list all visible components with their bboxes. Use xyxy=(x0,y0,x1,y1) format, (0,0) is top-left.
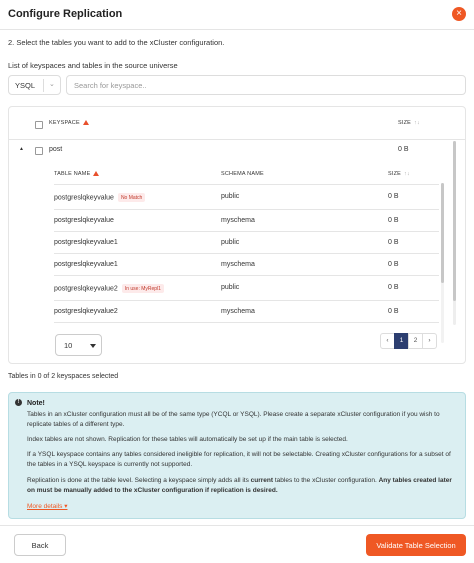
table-row xyxy=(54,210,439,232)
sort-icon: ↑↓ xyxy=(404,171,410,177)
table-name-cell xyxy=(54,284,164,293)
size-column-header[interactable] xyxy=(398,120,420,126)
sort-ascending-icon xyxy=(93,171,99,176)
inner-scrollbar[interactable] xyxy=(441,183,444,343)
table-row xyxy=(54,301,439,323)
inner-table xyxy=(54,163,439,347)
table-type-select[interactable] xyxy=(8,75,61,95)
collapse-icon[interactable]: ▲ xyxy=(19,146,24,152)
table-name-column-header[interactable] xyxy=(54,171,99,177)
table-name-cell xyxy=(54,193,145,202)
keyspace-list-label: List of keyspaces and tables in the source universe xyxy=(8,61,178,70)
size-cell: 0 B xyxy=(388,284,399,291)
note-text: tables to the xCluster configuration. xyxy=(273,477,379,484)
schema-name-cell: public xyxy=(221,284,240,291)
caret-down-icon xyxy=(90,344,96,348)
selection-status: Tables in 0 of 2 keyspaces selected xyxy=(8,373,119,380)
note-box xyxy=(8,392,466,519)
table-row xyxy=(54,276,439,301)
keyspace-column-label: KEYSPACE xyxy=(49,120,80,126)
size-cell: 0 B xyxy=(388,217,399,224)
page-1-button[interactable]: 1 xyxy=(394,333,409,349)
keyspace-checkbox[interactable] xyxy=(35,147,43,155)
note-paragraph-3: If a YSQL keyspace contains any tables considered ineligible for replication, it will not be selectable. Creating xCluster configurations for a subset of the tables in a YSQL keyspace is currently not supported. xyxy=(27,451,451,468)
outer-scrollbar-thumb[interactable] xyxy=(453,141,456,301)
status-badge: No Match xyxy=(118,193,145,202)
info-icon: ! xyxy=(15,399,22,406)
keyspace-size: 0 B xyxy=(398,146,409,153)
inner-scrollbar-thumb[interactable] xyxy=(441,183,444,283)
table-name-cell: postgreslqkeyvalue2 xyxy=(54,308,118,315)
previous-page-button[interactable]: ‹ xyxy=(380,333,395,349)
modal-title: Configure Replication xyxy=(8,8,123,20)
table-name-cell: postgreslqkeyvalue xyxy=(54,217,114,224)
table-name-column-label: TABLE NAME xyxy=(54,171,91,177)
size-column-label: SIZE xyxy=(398,120,412,126)
note-paragraph-2: Index tables are not shown. Replication for these tables will automatically be set up if the main table is selected. xyxy=(27,436,348,443)
step-instruction: 2. Select the tables you want to add to the xCluster configuration. xyxy=(8,38,225,47)
schema-name-cell: myschema xyxy=(221,261,255,268)
schema-name-cell: myschema xyxy=(221,308,255,315)
select-all-checkbox[interactable] xyxy=(35,121,43,129)
note-paragraph-4 xyxy=(27,476,459,496)
inner-size-column-label: SIZE xyxy=(388,171,402,177)
table-row xyxy=(54,185,439,210)
inner-table-header xyxy=(54,163,439,185)
note-title: Note! xyxy=(27,400,45,407)
table-type-value: YSQL xyxy=(15,81,36,90)
size-cell: 0 B xyxy=(388,239,399,246)
keyspace-search-input[interactable] xyxy=(66,75,466,95)
table-row xyxy=(54,232,439,254)
modal-footer xyxy=(0,525,474,563)
keyspace-table-header xyxy=(9,107,465,140)
pagination xyxy=(381,333,437,351)
note-text: Replication is done at the table level. Selecting a keyspace simply adds all its xyxy=(27,477,251,484)
table-name-cell: postgreslqkeyvalue1 xyxy=(54,261,118,268)
next-page-button[interactable]: › xyxy=(422,333,437,349)
size-cell: 0 B xyxy=(388,193,399,200)
outer-scrollbar[interactable] xyxy=(453,141,456,325)
sort-icon: ↑↓ xyxy=(414,120,420,126)
page-2-button[interactable]: 2 xyxy=(408,333,423,349)
keyspace-column-header[interactable] xyxy=(49,120,89,126)
schema-name-cell: public xyxy=(221,239,240,246)
status-badge: In use: MyRepl1 xyxy=(122,284,164,293)
tables-panel xyxy=(8,106,466,364)
select-separator xyxy=(43,79,44,92)
table-name: postgreslqkeyvalue xyxy=(54,194,114,202)
schema-name-cell: myschema xyxy=(221,217,255,224)
schema-name-column-header: SCHEMA NAME xyxy=(221,171,264,177)
table-name-cell: postgreslqkeyvalue1 xyxy=(54,239,118,246)
sort-ascending-icon xyxy=(83,120,89,125)
inner-size-column-header[interactable] xyxy=(388,171,410,177)
size-cell: 0 B xyxy=(388,261,399,268)
keyspace-row xyxy=(9,140,465,162)
keyspace-name: post xyxy=(49,146,63,153)
table-row xyxy=(54,254,439,276)
close-icon[interactable]: × xyxy=(452,7,466,21)
back-button[interactable]: Back xyxy=(14,534,66,556)
table-name: postgreslqkeyvalue2 xyxy=(54,285,118,293)
note-emphasis: Any tables created later on must be manually added to the xCluster configuration if replication is desired. xyxy=(27,477,452,494)
page-size-select[interactable] xyxy=(55,334,102,356)
modal-header xyxy=(0,0,474,30)
note-emphasis: current xyxy=(250,477,274,484)
chevron-down-icon: ⌄ xyxy=(49,81,55,88)
note-paragraph-1: Tables in an xCluster configuration must all be of the same type (YCQL or YSQL). Please create a separate xCluster configuration if you wish to replicate tables of a different type. xyxy=(27,411,440,428)
size-cell: 0 B xyxy=(388,308,399,315)
schema-name-cell: public xyxy=(221,193,240,200)
page-size-value: 10 xyxy=(64,341,73,350)
validate-table-selection-button[interactable]: Validate Table Selection xyxy=(366,534,466,556)
more-details-link[interactable]: More details ▾ xyxy=(27,503,68,510)
